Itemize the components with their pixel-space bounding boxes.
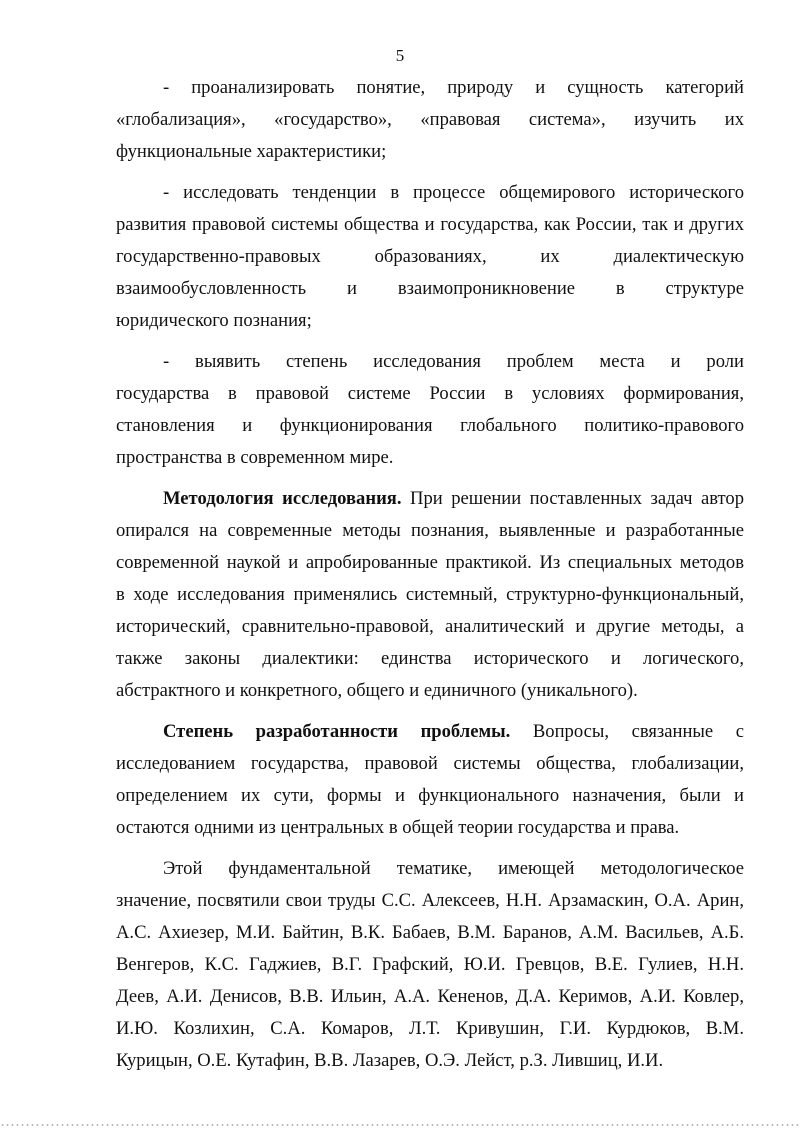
text-line: [116, 410, 744, 442]
text-line: [116, 346, 744, 378]
line-text: А.С. Ахиезер, М.И. Байтин, В.К. Бабаев, В.М. Баранов, А.М. Васильев, А.Б.: [116, 922, 744, 943]
text-line: [116, 104, 744, 136]
text-line: [116, 305, 744, 337]
line-text: И.Ю. Козлихин, С.А. Комаров, Л.Т. Кривушин, Г.И. Курдюков, В.М.: [116, 1018, 744, 1039]
line-text: значение, посвятили свои труды С.С. Алексеев, Н.Н. Арзамаскин, О.А. Арин,: [116, 890, 744, 911]
text-line: [116, 209, 744, 241]
text-line: [116, 853, 744, 885]
line-text: государства в правовой системе России в условиях формирования,: [116, 383, 744, 404]
paragraph-authors: [116, 853, 744, 1077]
text-line: [116, 547, 744, 579]
line-text: «глобализация», «государство», «правовая система», изучить их: [116, 109, 744, 130]
document-body: [116, 72, 744, 1086]
text-line: [116, 981, 744, 1013]
text-line: [116, 177, 744, 209]
line-text: опирался на современные методы познания, выявленные и разработанные: [116, 520, 744, 541]
line-text: также законы диалектики: единства исторического и логического,: [116, 648, 744, 669]
line-text: исторический, сравнительно-правовой, аналитический и другие методы, а: [116, 616, 744, 637]
line-text: в ходе исследования применялись системный, структурно-функциональный,: [116, 584, 744, 605]
line-text: - исследовать тенденции в процессе общемирового исторического: [163, 182, 744, 203]
line-text: - выявить степень исследования проблем места и роли: [163, 351, 744, 372]
line-text: Венгеров, К.С. Гаджиев, В.Г. Графский, Ю.И. Гревцов, В.Е. Гулиев, Н.Н.: [116, 954, 744, 975]
line-text: исследованием государства, правовой системы общества, глобализации,: [116, 753, 744, 774]
line-text: абстрактного и конкретного, общего и единичного (уникального).: [116, 680, 638, 701]
paragraph-task-1: [116, 72, 744, 168]
page-number: 5: [395, 46, 405, 65]
line-text: Этой фундаментальной тематике, имеющей методологическое: [163, 858, 744, 879]
line-text: При решении поставленных задач автор: [401, 488, 744, 509]
text-line: [116, 515, 744, 547]
line-text: современной наукой и апробированные практикой. Из специальных методов: [116, 552, 744, 573]
line-text: пространства в современном мире.: [116, 447, 394, 468]
text-line: [116, 675, 744, 707]
line-text: определением их сути, формы и функционального назначения, были и: [116, 785, 744, 806]
text-line: [116, 136, 744, 168]
line-text: взаимообусловленность и взаимопроникновение в структуре: [116, 278, 744, 299]
text-line: [116, 1013, 744, 1045]
line-text: становления и функционирования глобального политико-правового: [116, 415, 744, 436]
paragraph-research-degree: [116, 716, 744, 844]
paragraph-task-3: [116, 346, 744, 474]
text-line: [116, 378, 744, 410]
section-heading: Методология исследования.: [163, 488, 402, 509]
scan-edge-dots: [0, 1124, 800, 1126]
line-text: Деев, А.И. Денисов, В.В. Ильин, А.А. Кененов, Д.А. Керимов, А.И. Ковлер,: [116, 986, 744, 1007]
paragraph-methodology: [116, 483, 744, 707]
text-line: [116, 72, 744, 104]
text-line: [116, 748, 744, 780]
text-line: [116, 611, 744, 643]
text-line: [116, 812, 744, 844]
text-line: [116, 949, 744, 981]
text-line: [116, 1045, 744, 1077]
line-text: государственно-правовых образованиях, их диалектическую: [116, 246, 744, 267]
line-text: юридического познания;: [116, 310, 312, 331]
line-text: развития правовой системы общества и государства, как России, так и других: [116, 214, 744, 235]
line-text: - проанализировать понятие, природу и сущность категорий: [163, 77, 744, 98]
line-text: Курицын, О.Е. Кутафин, В.В. Лазарев, О.Э. Лейст, р.З. Лившиц, И.И.: [116, 1050, 664, 1071]
text-line: [116, 885, 744, 917]
line-text: остаются одними из центральных в общей теории государства и права.: [116, 817, 680, 838]
text-line: [116, 579, 744, 611]
text-line: [116, 643, 744, 675]
section-heading: Степень разработанности проблемы.: [163, 721, 511, 742]
text-line: [116, 273, 744, 305]
text-line: [116, 917, 744, 949]
text-line: [116, 483, 744, 515]
text-line: [116, 241, 744, 273]
text-line: [116, 780, 744, 812]
paragraph-task-2: [116, 177, 744, 337]
line-text: функциональные характеристики;: [116, 141, 387, 162]
text-line: [116, 716, 744, 748]
line-text: Вопросы, связанные с: [510, 721, 744, 742]
text-line: [116, 442, 744, 474]
